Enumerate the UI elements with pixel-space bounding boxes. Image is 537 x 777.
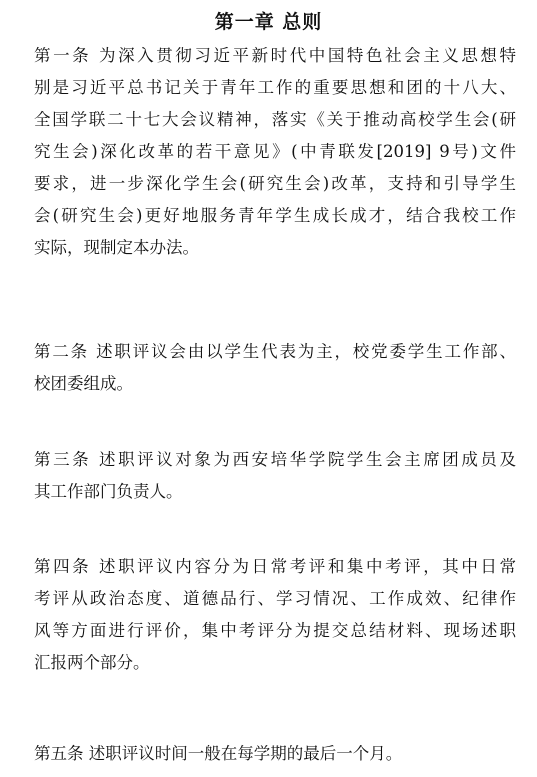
article-1 bbox=[34, 40, 516, 264]
article-1-line: 会(研究生会)更好地服务青年学生成长成才，结合我校工作 bbox=[34, 206, 516, 225]
article-2-line: 第二条 述职评议会由以学生代表为主，校党委学生工作部、 bbox=[34, 342, 516, 361]
article-2 bbox=[34, 336, 516, 400]
article-1-line: 全国学联二十七大会议精神，落实《关于推动高校学生会(研 bbox=[34, 110, 516, 129]
article-5-line: 第五条 述职评议时间一般在每学期的最后一个月。 bbox=[34, 744, 403, 763]
article-1-line: 实际，现制定本办法。 bbox=[34, 238, 199, 257]
article-4-line: 风等方面进行评价，集中考评分为提交总结材料、现场述职 bbox=[34, 621, 516, 640]
article-3 bbox=[34, 444, 516, 508]
article-1-line: 究生会)深化改革的若干意见》(中青联发[2019] 9号)文件 bbox=[34, 142, 516, 161]
article-5 bbox=[34, 738, 516, 770]
article-3-line: 其工作部门负责人。 bbox=[34, 482, 183, 501]
article-4-line: 考评从政治态度、道德品行、学习情况、工作成效、纪律作 bbox=[34, 589, 516, 608]
article-1-line: 要求，进一步深化学生会(研究生会)改革，支持和引导学生 bbox=[34, 174, 516, 193]
article-4-line: 汇报两个部分。 bbox=[34, 653, 150, 672]
article-3-line: 第三条 述职评议对象为西安培华学院学生会主席团成员及 bbox=[34, 450, 516, 469]
chapter-title: 第一章 总则 bbox=[214, 11, 323, 33]
article-1-line: 别是习近平总书记关于青年工作的重要思想和团的十八大、 bbox=[34, 78, 516, 97]
article-1-line: 第一条 为深入贯彻习近平新时代中国特色社会主义思想特 bbox=[34, 46, 516, 65]
article-4-line: 第四条 述职评议内容分为日常考评和集中考评，其中日常 bbox=[34, 557, 516, 576]
article-2-line: 校团委组成。 bbox=[34, 374, 133, 393]
article-4 bbox=[34, 551, 516, 679]
